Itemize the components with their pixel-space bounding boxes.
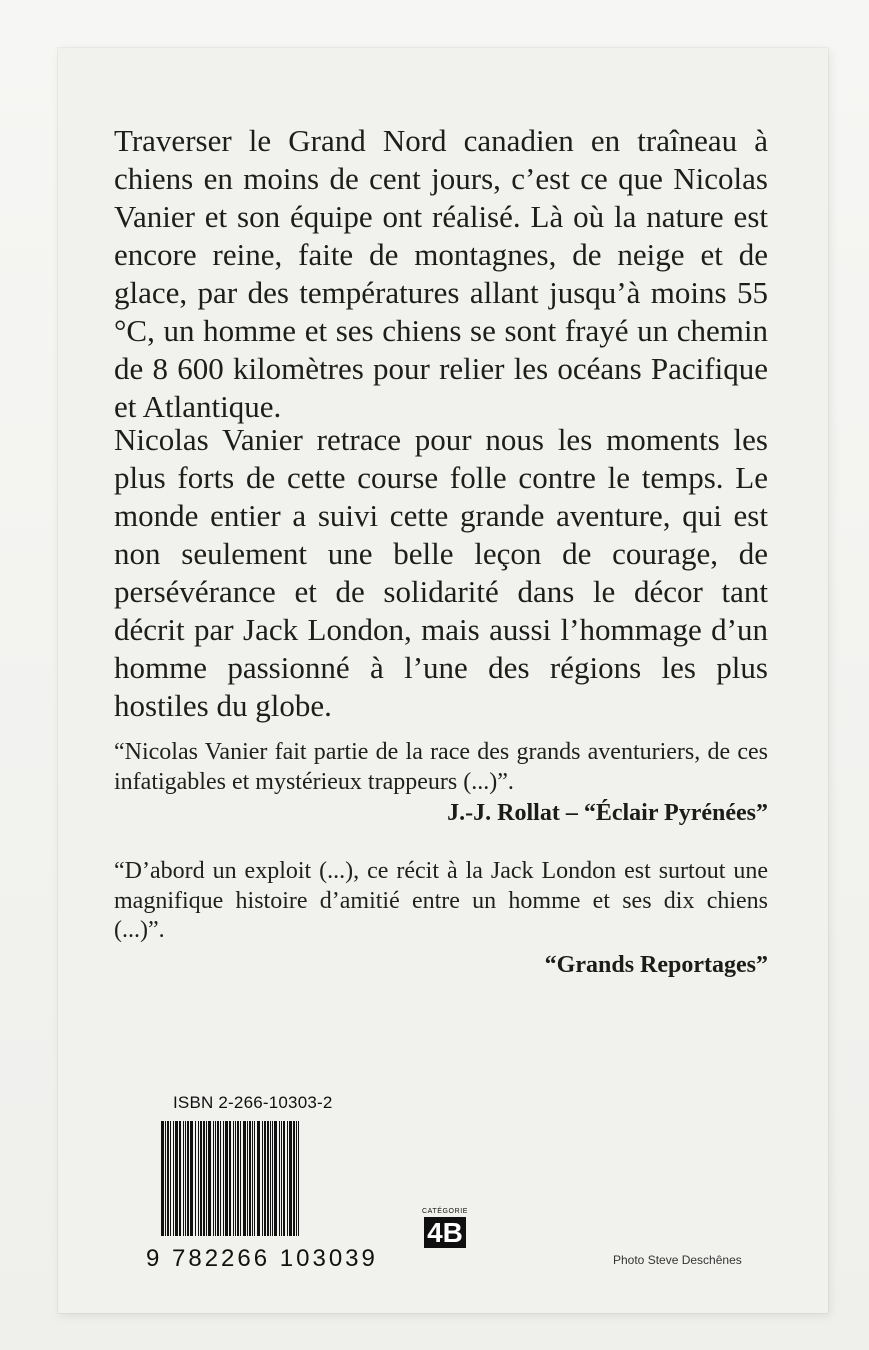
barcode-bar xyxy=(220,1121,221,1236)
barcode-bar xyxy=(198,1121,199,1236)
barcode-bar xyxy=(262,1121,263,1236)
barcode-bar xyxy=(187,1121,189,1236)
barcode-icon xyxy=(161,1121,355,1236)
barcode-bar xyxy=(264,1121,266,1236)
barcode-bar xyxy=(195,1121,196,1236)
barcode-bar xyxy=(237,1121,239,1236)
barcode-bar xyxy=(185,1121,186,1236)
barcode-bar xyxy=(161,1121,164,1236)
barcode-bar xyxy=(296,1121,297,1236)
barcode-bar xyxy=(183,1121,184,1236)
barcode-bar xyxy=(247,1121,248,1236)
barcode-bar xyxy=(293,1121,295,1236)
barcode-bar xyxy=(254,1121,255,1236)
barcode-bar xyxy=(283,1121,285,1236)
barcode-bar xyxy=(272,1121,273,1236)
barcode-bar xyxy=(167,1121,169,1236)
barcode-bar xyxy=(274,1121,277,1236)
barcode-bar xyxy=(252,1121,253,1236)
barcode-bar xyxy=(287,1121,288,1236)
barcode-bar xyxy=(270,1121,271,1236)
barcode-bar xyxy=(175,1121,178,1236)
blurb-paragraph-2: Nicolas Vanier retrace pour nous les moments les plus forts de cette course folle contre le temps. Le monde entier a suivi cette grande aventure, qui est non seulement une belle leçon de courage, de persévérance et de solidarité dans le décor tant décrit par Jack London, mais aussi l’hommage d’un homme passionné à l’une des régions les plus hostiles du globe. xyxy=(114,422,768,723)
barcode-bar xyxy=(233,1121,234,1236)
isbn-label: ISBN 2-266-10303-2 xyxy=(173,1093,333,1112)
barcode-bar xyxy=(267,1121,269,1236)
barcode-bar xyxy=(206,1121,207,1236)
barcode-bar xyxy=(170,1121,171,1236)
category-badge xyxy=(421,1208,469,1248)
barcode-bar xyxy=(289,1121,292,1236)
barcode-bar xyxy=(257,1121,260,1236)
book-back-cover xyxy=(58,48,828,1313)
barcode-bar xyxy=(179,1121,181,1236)
barcode-bar xyxy=(208,1121,211,1236)
press-quote-1: “Nicolas Vanier fait partie de la race des grands aventuriers, de ces infatigables et mystérieux trappeurs (...)”. xyxy=(114,739,768,795)
barcode-bar xyxy=(203,1121,205,1236)
barcode-number: 9 782266 103039 xyxy=(146,1245,378,1272)
barcode-bar xyxy=(165,1121,166,1236)
barcode-bar xyxy=(173,1121,174,1236)
barcode-bar xyxy=(240,1121,241,1236)
barcode-bar xyxy=(279,1121,280,1236)
barcode-bar xyxy=(215,1121,216,1236)
barcode-bar xyxy=(225,1121,228,1236)
category-label: CATÉGORIE xyxy=(421,1208,469,1215)
press-attribution-1: J.-J. Rollat – “Éclair Pyrénées” xyxy=(447,800,768,826)
barcode-bar xyxy=(281,1121,282,1236)
barcode-bar xyxy=(217,1121,219,1236)
barcode-bar xyxy=(298,1121,299,1236)
photo-credit: Photo Steve Deschênes xyxy=(613,1253,742,1267)
barcode-bar xyxy=(243,1121,246,1236)
barcode-bar xyxy=(235,1121,236,1236)
barcode-bar xyxy=(190,1121,193,1236)
category-value: 4B xyxy=(424,1217,466,1248)
press-quote-2: “D’abord un exploit (...), ce récit à la Jack London est surtout une magnifique histoire d’amitié entre un homme et ses dix chiens (...)”. xyxy=(114,858,768,944)
barcode-bar xyxy=(213,1121,214,1236)
press-attribution-2: “Grands Reportages” xyxy=(544,952,768,978)
barcode-bar xyxy=(229,1121,231,1236)
barcode-bar xyxy=(249,1121,251,1236)
blurb-paragraph-1: Traverser le Grand Nord canadien en traîneau à chiens en moins de cent jours, c’est ce que Nicolas Vanier et son équipe ont réalisé. Là où la nature est encore reine, faite de montagnes, de neige et de glace, par des températures allant jusqu’à moins 55 °C, un homme et ses chiens se sont frayé un chemin de 8 600 kilomètres pour relier les océans Pacifique et Atlantique. xyxy=(114,123,768,424)
barcode-bar xyxy=(223,1121,224,1236)
barcode-bar xyxy=(200,1121,202,1236)
